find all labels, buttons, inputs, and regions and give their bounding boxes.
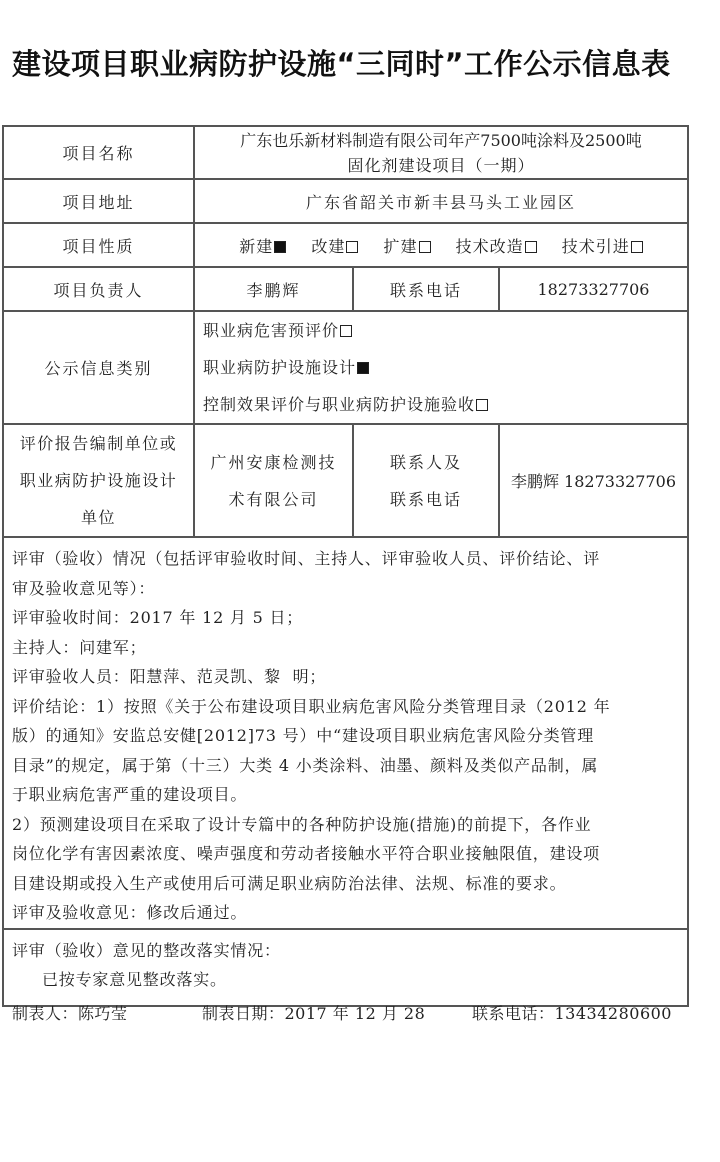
review-content: 评审（验收）情况（包括评审验收时间、主持人、评审验收人员、评价结论、评 审及验收意见等）： 评审验收时间：2017 年 12 月 5 日； 主持人：问建军； 评审验收人员：阳慧萍、范灵凯、黎 明； 评价结论：1）按照《关于公布建设项目职业病危害风险分类管理目录（2012 年 版）的通知》安监总安健[2012]73 号）中“建设项目职业病危害风险分类管理 目录”的规定，属于第（十三）大类 4 小类涂料、油墨、颜料及类似产品制，属 于职业病危害严重的建设项目。 2）预测建设项目在采取了设计专篇中的各种防护设施(措施)的前提下，各作业 岗位化学有害因素浓度、噪声强度和劳动者接触水平符合职业接触限值，建设项 目建设期或投入生产或使用后可满足职业病防治法律、法规、标准的要求。 评审及验收意见：修改后通过。 bbox=[3, 537, 688, 929]
checkbox-empty-icon[interactable] bbox=[476, 399, 488, 411]
page-title: 建设项目职业病防护设施“三同时”工作公示信息表 bbox=[12, 47, 671, 81]
option-tech-import[interactable]: 技术引进 bbox=[562, 237, 643, 256]
option-protection-design[interactable]: 职业病防护设施设计 bbox=[203, 349, 687, 386]
checkbox-empty-icon[interactable] bbox=[346, 241, 358, 253]
rectification-heading: 评审（验收）意见的整改落实情况： bbox=[12, 940, 281, 960]
checkbox-empty-icon[interactable] bbox=[419, 241, 431, 253]
info-table bbox=[2, 125, 689, 1007]
info-category-options bbox=[194, 311, 688, 424]
row-review bbox=[3, 537, 688, 929]
option-new-build[interactable]: 新建 bbox=[239, 237, 286, 256]
contact-label: 联系人及 联系电话 bbox=[353, 424, 499, 537]
row-project-address bbox=[3, 179, 688, 223]
leader-phone-label: 联系电话 bbox=[353, 267, 499, 311]
footer-date: 制表日期：2017 年 12 月 28 bbox=[202, 1004, 426, 1023]
footer-phone: 联系电话：13434280600 bbox=[472, 1004, 672, 1023]
checkbox-checked-icon[interactable] bbox=[274, 241, 286, 253]
project-nature-options bbox=[194, 223, 688, 267]
option-tech-renovation[interactable]: 技术改造 bbox=[456, 237, 537, 256]
row-info-category bbox=[3, 311, 688, 424]
footer bbox=[12, 1001, 712, 1024]
report-unit-name: 广州安康检测技 术有限公司 bbox=[194, 424, 353, 537]
option-expand[interactable]: 扩建 bbox=[383, 237, 430, 256]
rectification-content bbox=[3, 929, 688, 1006]
row-report-unit bbox=[3, 424, 688, 537]
checkbox-empty-icon[interactable] bbox=[631, 241, 643, 253]
project-address-label: 项目地址 bbox=[3, 179, 194, 223]
checkbox-empty-icon[interactable] bbox=[340, 325, 352, 337]
row-project-name bbox=[3, 126, 688, 179]
row-project-leader bbox=[3, 267, 688, 311]
project-address-value: 广东省韶关市新丰县马头工业园区 bbox=[194, 179, 688, 223]
checkbox-empty-icon[interactable] bbox=[525, 241, 537, 253]
project-name-line2: 固化剂建设项目（一期） bbox=[347, 155, 535, 175]
option-control-evaluation[interactable]: 控制效果评价与职业病防护设施验收 bbox=[203, 386, 687, 423]
contact-value: 李鹏辉 18273327706 bbox=[499, 424, 688, 537]
row-rectification bbox=[3, 929, 688, 1006]
report-unit-label: 评价报告编制单位或 职业病防护设施设计 单位 bbox=[3, 424, 194, 537]
option-pre-evaluation[interactable]: 职业病危害预评价 bbox=[203, 312, 687, 349]
project-nature-label: 项目性质 bbox=[3, 223, 194, 267]
project-name-value bbox=[194, 126, 688, 179]
leader-phone-value: 18273327706 bbox=[499, 267, 688, 311]
project-leader-label: 项目负责人 bbox=[3, 267, 194, 311]
row-project-nature bbox=[3, 223, 688, 267]
footer-preparer: 制表人：陈巧莹 bbox=[12, 1004, 128, 1023]
project-name-label: 项目名称 bbox=[3, 126, 194, 179]
info-category-label: 公示信息类别 bbox=[3, 311, 194, 424]
project-name-line1: 广东也乐新材料制造有限公司年产7500吨涂料及2500吨 bbox=[240, 130, 642, 150]
project-leader-name: 李鹏辉 bbox=[194, 267, 353, 311]
option-rebuild[interactable]: 改建 bbox=[311, 237, 358, 256]
rectification-text: 已按专家意见整改落实。 bbox=[42, 970, 227, 989]
checkbox-checked-icon[interactable] bbox=[357, 362, 369, 374]
